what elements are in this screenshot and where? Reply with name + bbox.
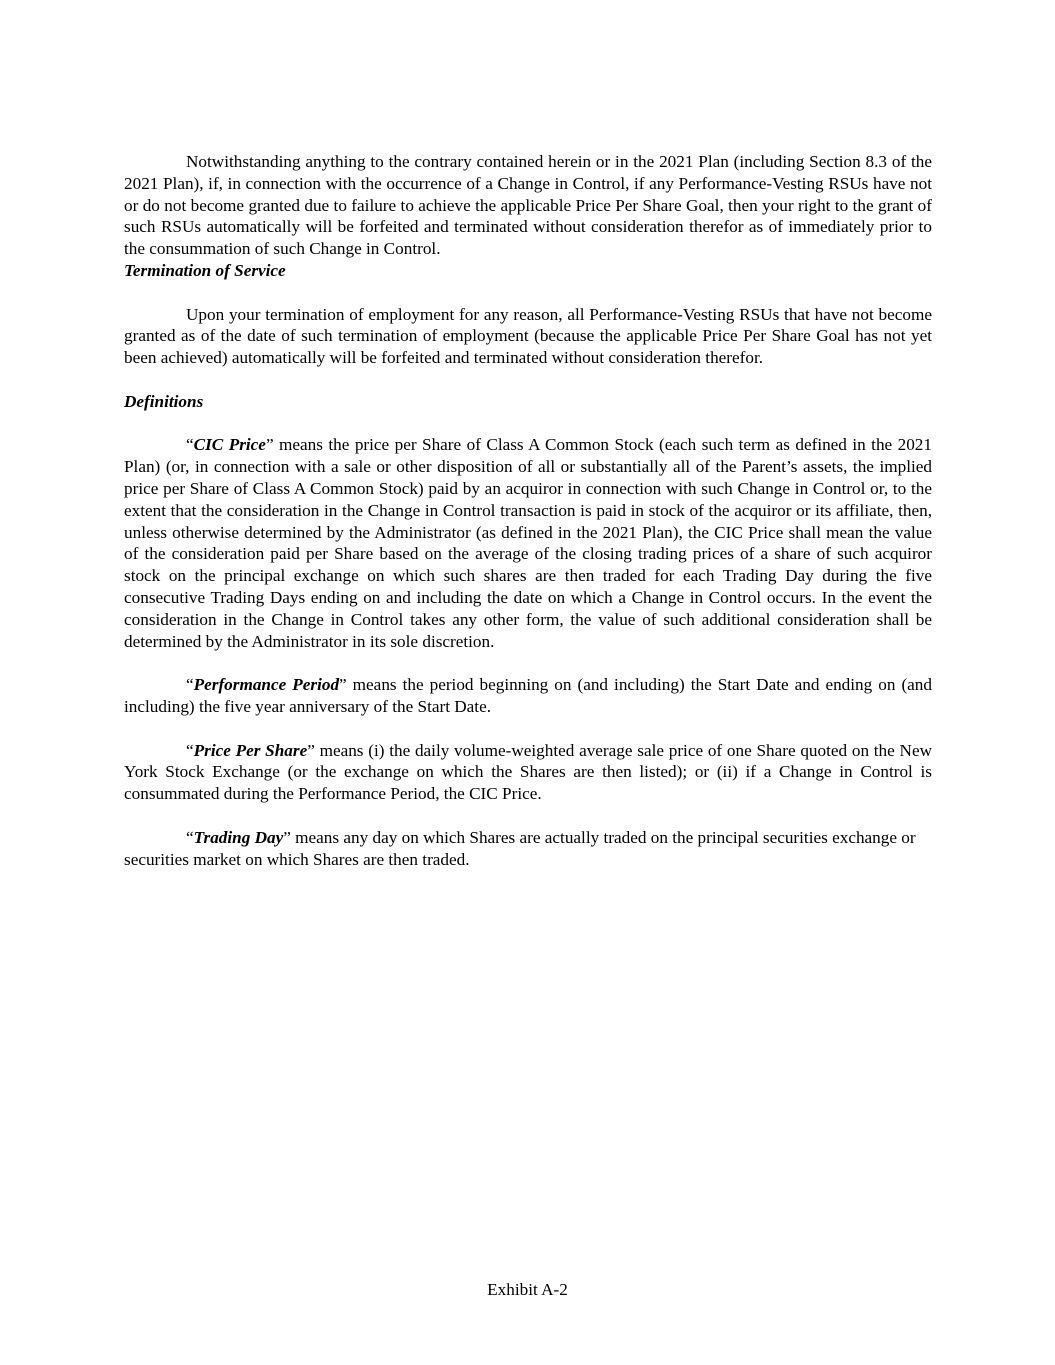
definition-price-per-share bbox=[124, 740, 932, 805]
definition-text: ” means (i) the daily volume-weighted average sale price of one Share quoted on the New York Stock Exchange (or the exchange on which the Shares are then listed); or (ii) if a Change in Control is consummated during the Performance Period, the CIC Price. bbox=[124, 740, 932, 804]
open-quote: “ bbox=[186, 827, 194, 847]
spacer bbox=[124, 652, 932, 674]
defined-term: Performance Period bbox=[193, 675, 340, 695]
document-body bbox=[124, 151, 932, 870]
spacer bbox=[124, 282, 932, 304]
termination-paragraph: Upon your termination of employment for any reason, all Performance-Vesting RSUs that have not become granted as of the date of such termination of employment (because the applicable Price Per Share Goal has not yet been achieved) automatically will be forfeited and terminated without consideration therefor. bbox=[124, 304, 932, 368]
page-footer: Exhibit A-2 bbox=[487, 1280, 568, 1299]
defined-term: Trading Day bbox=[193, 827, 284, 847]
definition-trading-day bbox=[124, 827, 932, 871]
spacer bbox=[124, 718, 932, 740]
defined-term: CIC Price bbox=[193, 435, 266, 455]
defined-term: Price Per Share bbox=[193, 740, 308, 760]
spacer bbox=[124, 805, 932, 827]
termination-heading: Termination of Service bbox=[124, 260, 286, 280]
definition-cic-price bbox=[124, 434, 932, 652]
open-quote: “ bbox=[186, 740, 194, 760]
definition-performance-period bbox=[124, 674, 932, 718]
spacer bbox=[124, 413, 932, 435]
open-quote: “ bbox=[186, 675, 194, 695]
spacer bbox=[124, 369, 932, 391]
change-in-control-paragraph: Notwithstanding anything to the contrary contained herein or in the 2021 Plan (including Section 8.3 of the 2021 Plan), if, in connection with the occurrence of a Change in Control, if any Performance-Vesting RSUs have not or do not become granted due to failure to achieve the applicable Price Per Share Goal, then your right to the grant of such RSUs automatically will be forfeited and terminated without consideration therefor as of immediately prior to the consummation of such Change in Control. bbox=[124, 152, 932, 259]
definition-text: ” means the price per Share of Class A Common Stock (each such term as defined in the 2021 Plan) (or, in connection with a sale or other disposition of all or substantially all of the Parent’s assets, the implied price per Share of Class A Common Stock) paid by an acquiror in connection with such Change in Control or, to the extent that the consideration in the Change in Control transaction is paid in stock of the acquiror or its affiliate, then, unless otherwise determined by the Administrator (as defined in the 2021 Plan), the CIC Price shall mean the value of the consideration paid per Share based on the average of the closing trading prices of a share of such acquiror stock on the principal exchange on which such shares are then traded for each Trading Day during the five consecutive Trading Days ending on and including the date on which a Change in Control occurs. In the event the consideration in the Change in Control takes any other form, the value of such additional consideration shall be determined by the Administrator in its sole discretion. bbox=[124, 435, 932, 651]
definitions-heading: Definitions bbox=[124, 391, 204, 411]
definition-text: ” means the period beginning on (and including) the Start Date and ending on (and including) the five year anniversary of the Start Date. bbox=[124, 675, 932, 716]
open-quote: “ bbox=[186, 435, 194, 455]
definition-text: ” means any day on which Shares are actually traded on the principal securities exchange or securities market on which Shares are then traded. bbox=[124, 827, 916, 869]
